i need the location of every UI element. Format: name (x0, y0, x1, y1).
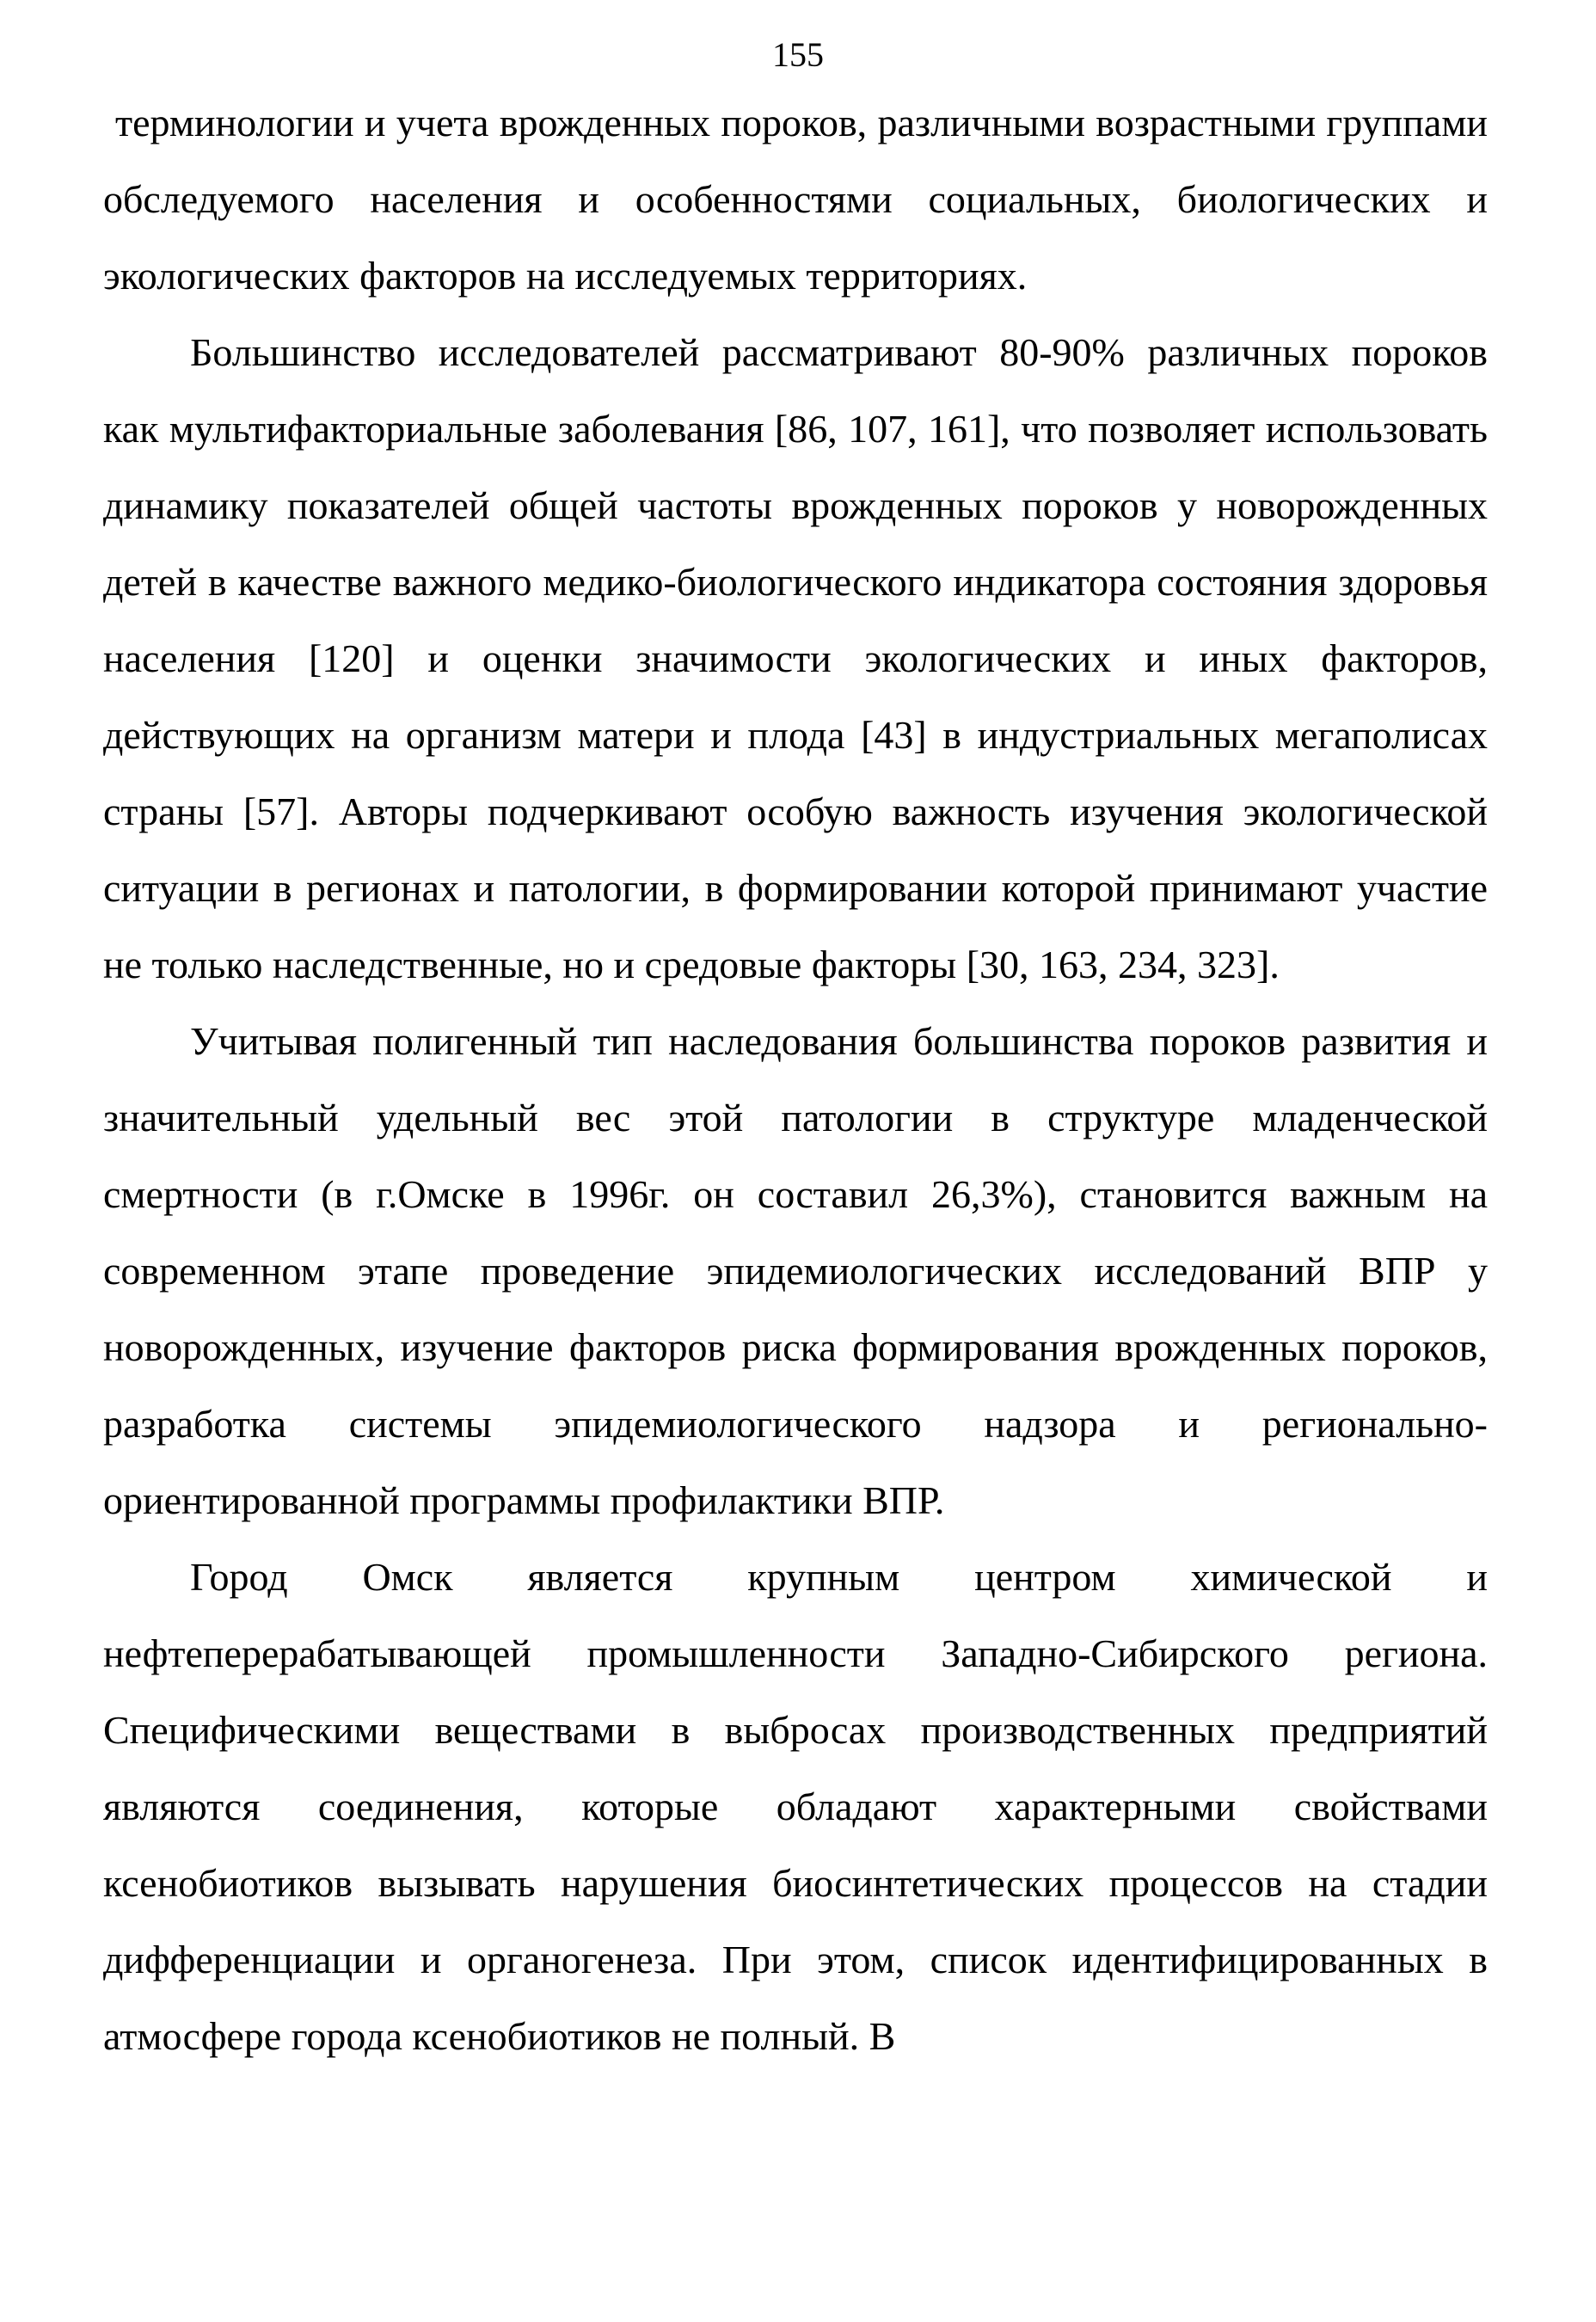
paragraph-omsk: Город Омск является крупным центром химической и нефтеперерабатывающей промышленности Западно-Сибирского региона. Специфическими веществами в выбросах производственных предприятий являются соединения, которые обладают характерными свойствами ксенобиотиков вызывать нарушения биосинтетических процессов на стадии дифференциации и органогенеза. При этом, список идентифицированных в атмосфере города ксенобиотиков не полный. В (103, 1555, 1488, 2058)
paragraph-polygenic: Учитывая полигенный тип наследования большинства пороков развития и значительный удельный вес этой патологии в структуре младенческой смертности (в г.Омске в 1996г. он составил 26,3%), становится важным на современном этапе проведение эпидемиологических исследований ВПР у новорожденных, изучение факторов риска формирования врожденных пороков, разработка системы эпидемиологического надзора и регионально-ориентированной программы профилактики ВПР. (103, 1019, 1488, 1522)
page-number: 155 (772, 35, 824, 74)
paragraph-researchers: Большинство исследователей рассматривают 80-90% различных пороков как мультифакториальные заболевания [86, 107, 161], что позволяет использовать динамику показателей общей частоты врожденных пороков у новорожденных детей в качестве важного медико-биологического индикатора состояния здоровья населения [120] и оценки значимости экологических и иных факторов, действующих на организм матери и плода [43] в индустриальных мегаполисах страны [57]. Авторы подчеркивают особую важность изучения экологической ситуации в регионах и патологии, в формировании которой принимают участие не только наследственные, но и средовые факторы [30, 163, 234, 323]. (103, 330, 1488, 986)
paragraph-continuation: терминологии и учета врожденных пороков, различными возрастными группами обследуемого населения и особенностями социальных, биологических и экологических факторов на исследуемых территориях. (103, 101, 1488, 298)
text-body (103, 84, 1488, 2074)
